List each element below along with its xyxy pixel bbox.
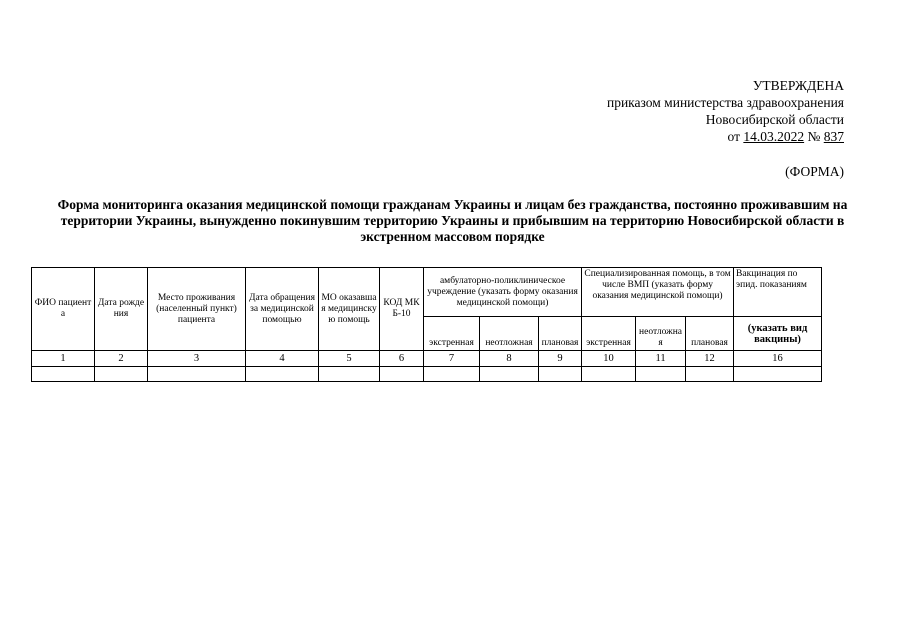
empty-cell <box>636 367 686 382</box>
empty-cell <box>319 367 380 382</box>
header-amb-planned: плановая <box>539 317 582 351</box>
column-number: 12 <box>686 351 734 367</box>
header-specialized-group: Специализированная помощь, в том числе ВМП (указать форму оказания медицинской помощи) <box>582 268 734 317</box>
empty-cell <box>686 367 734 382</box>
column-number: 4 <box>246 351 319 367</box>
empty-cell <box>95 367 148 382</box>
empty-data-row <box>32 367 822 382</box>
column-number: 7 <box>424 351 480 367</box>
approval-status: УТВЕРЖДЕНА <box>752 78 844 93</box>
header-vaccine-type: (указать вид вакцины) <box>734 317 822 351</box>
column-number: 3 <box>148 351 246 367</box>
approval-region-line: Новосибирской области <box>705 112 844 127</box>
empty-cell <box>32 367 95 382</box>
header-fio: ФИО пациента <box>32 268 95 351</box>
header-mkb: КОД МКБ-10 <box>380 268 424 351</box>
order-number: 837 <box>823 129 844 144</box>
header-residence: Место проживания (населенный пункт) пациента <box>148 268 246 351</box>
column-number: 16 <box>734 351 822 367</box>
document-title: Форма мониторинга оказания медицинской помощи гражданам Украины и лицам без гражданства, постоянно проживавшим на территории Украины, вынужденно покинувшим территорию Украины и прибывшим на территорию Новосибирской области в экстренном массовом порядке <box>57 197 848 244</box>
empty-cell <box>380 367 424 382</box>
header-birth-date: Дата рождения <box>95 268 148 351</box>
approval-order-line: приказом министерства здравоохранения <box>606 95 844 110</box>
header-mo: МО оказавшая медицинскую помощь <box>319 268 380 351</box>
column-number: 11 <box>636 351 686 367</box>
empty-cell <box>734 367 822 382</box>
forma-label: (ФОРМА) <box>785 164 844 179</box>
monitoring-table <box>31 267 822 382</box>
header-spec-urgent: неотложная <box>636 317 686 351</box>
column-number: 6 <box>380 351 424 367</box>
column-number: 10 <box>582 351 636 367</box>
empty-cell <box>539 367 582 382</box>
header-spec-emergency: экстренная <box>582 317 636 351</box>
empty-cell <box>246 367 319 382</box>
header-amb-emergency: экстренная <box>424 317 480 351</box>
header-request-date: Дата обращения за медицинской помощью <box>246 268 319 351</box>
approval-block <box>607 77 844 145</box>
column-number: 9 <box>539 351 582 367</box>
empty-cell <box>582 367 636 382</box>
column-number: 1 <box>32 351 95 367</box>
empty-cell <box>480 367 539 382</box>
column-number: 5 <box>319 351 380 367</box>
header-vaccination: Вакцинация по эпид. показаниям <box>734 268 822 317</box>
header-spec-planned: плановая <box>686 317 734 351</box>
header-ambulatory-group: амбулаторно-поликлиническое учреждение (указать форму оказания медицинской помощи) <box>424 268 582 317</box>
date-prefix: от <box>727 129 740 144</box>
empty-cell <box>424 367 480 382</box>
empty-cell <box>148 367 246 382</box>
column-number-row <box>32 351 822 367</box>
approval-date-line <box>607 128 844 145</box>
order-date: 14.03.2022 <box>743 129 805 144</box>
column-number: 8 <box>480 351 539 367</box>
header-amb-urgent: неотложная <box>480 317 539 351</box>
number-prefix: № <box>807 129 821 144</box>
column-number: 2 <box>95 351 148 367</box>
